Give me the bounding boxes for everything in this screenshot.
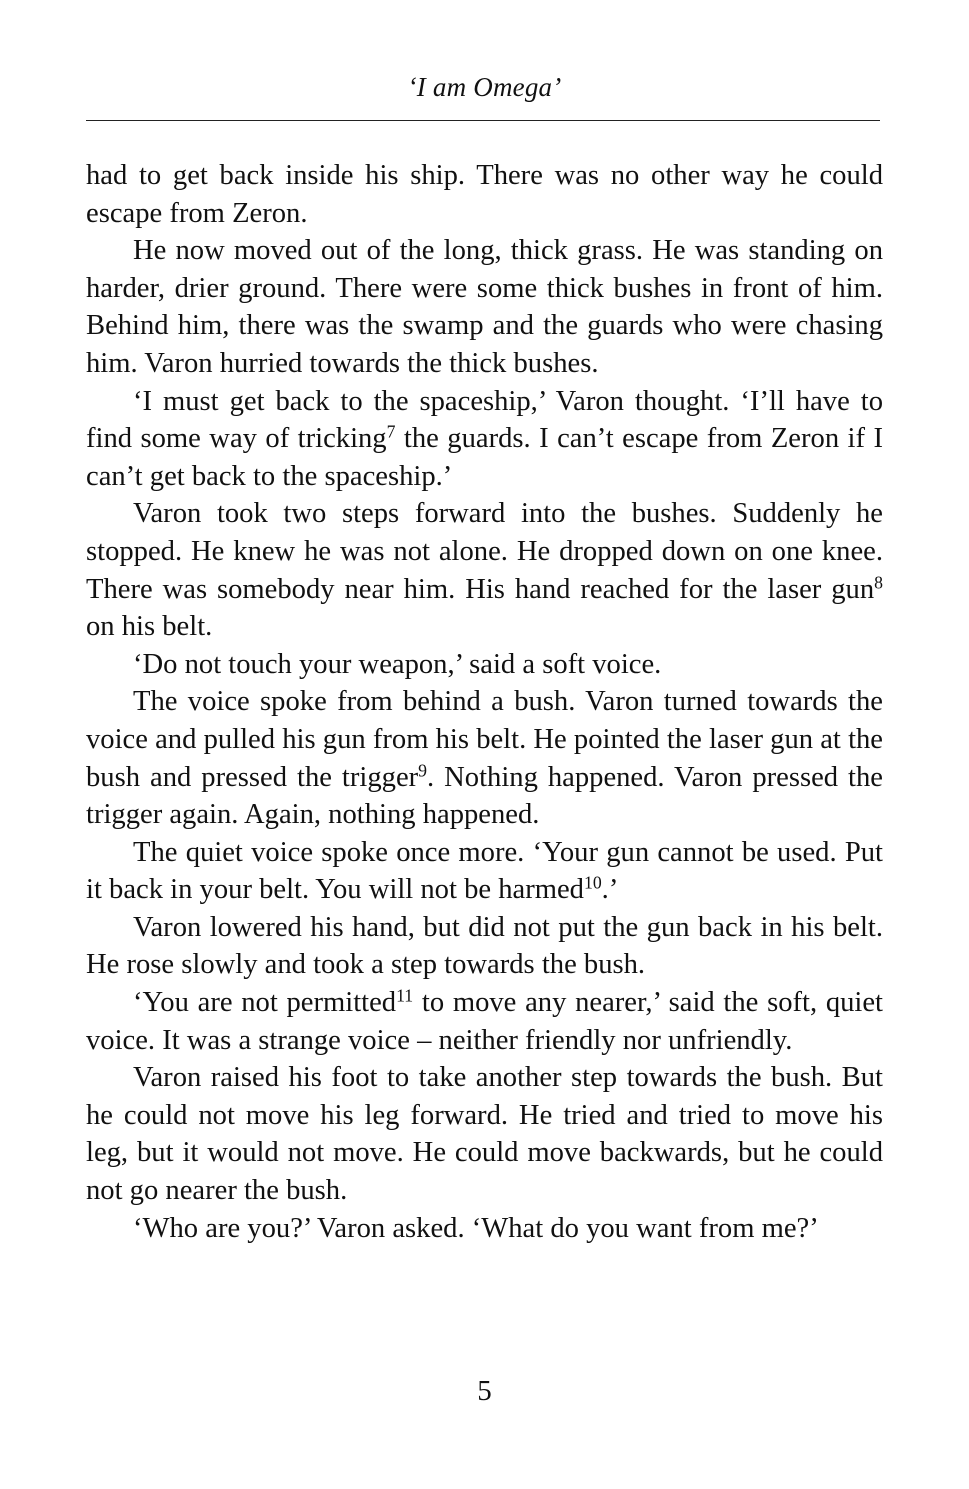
header-rule xyxy=(86,120,880,121)
text-run: Varon lowered his hand, but did not put the gun back in his belt. He rose slowly and took a step towards the bush. xyxy=(86,911,883,981)
footnote-marker: 11 xyxy=(396,985,414,1006)
text-run: .’ xyxy=(601,874,619,906)
text-run: Varon raised his foot to take another step towards the bush. But he could not move his leg forward. He tried and tried to move his leg, but it would not move. He could move backwards, but he could not go nearer the bush. xyxy=(86,1062,883,1207)
page-number: 5 xyxy=(477,1375,492,1407)
text-run: ‘You are not permitted xyxy=(133,987,397,1019)
text-run: the guards. I can’t escape from Zeron if I can’t get back to the spaceship.’ xyxy=(86,423,883,492)
paragraph xyxy=(86,1059,883,1209)
paragraph xyxy=(86,683,883,833)
text-run: ‘Do not touch your weapon,’ said a soft voice. xyxy=(133,648,662,680)
text-run: ‘Who are you?’ Varon asked. ‘What do you want from me?’ xyxy=(133,1212,819,1244)
paragraph xyxy=(86,232,883,382)
paragraph xyxy=(86,984,883,1059)
footnote-marker: 9 xyxy=(418,759,428,780)
paragraph xyxy=(86,383,883,496)
paragraph xyxy=(86,646,883,684)
paragraph xyxy=(86,1210,883,1248)
text-run: He now moved out of the long, thick grass. He was standing on harder, drier ground. There were some thick bushes in front of him. Behind him, there was the swamp and the guards who were chasing him. Varon hurried towards the thick bushes. xyxy=(86,235,883,379)
footnote-marker: 7 xyxy=(386,421,396,442)
paragraph xyxy=(86,834,883,909)
footnote-marker: 10 xyxy=(583,872,602,893)
paragraph xyxy=(86,157,883,232)
text-run: The voice spoke from behind a bush. Varon turned towards the voice and pulled his gun from his belt. He pointed the laser gun at the bush and pressed the trigger xyxy=(86,686,883,793)
text-run: The quiet voice spoke once more. ‘Your gun cannot be used. Put it back in your belt. You will not be harmed xyxy=(86,836,883,906)
text-run: to move any nearer,’ said the soft, quiet voice. It was a strange voice – neither friendly nor unfriendly. xyxy=(86,987,883,1056)
text-run: Varon took two steps forward into the bushes. Suddenly he stopped. He knew he was not alone. He dropped down on one knee. There was somebody near him. His hand reached for the laser gun xyxy=(86,498,883,605)
running-head: ‘I am Omega’ xyxy=(407,72,562,102)
paragraph xyxy=(86,909,883,984)
footnote-marker: 8 xyxy=(874,571,883,592)
paragraph xyxy=(86,495,883,645)
text-run: on his belt. xyxy=(86,611,213,643)
body-text xyxy=(86,157,883,1247)
text-run: . Nothing happened. Varon pressed the trigger again. Again, nothing happened. xyxy=(86,761,883,831)
text-run: ‘I must get back to the spaceship,’ Varon thought. ‘I’ll have to find some way of tricking xyxy=(86,385,883,455)
text-run: had to get back inside his ship. There was no other way he could escape from Zeron. xyxy=(86,160,883,229)
